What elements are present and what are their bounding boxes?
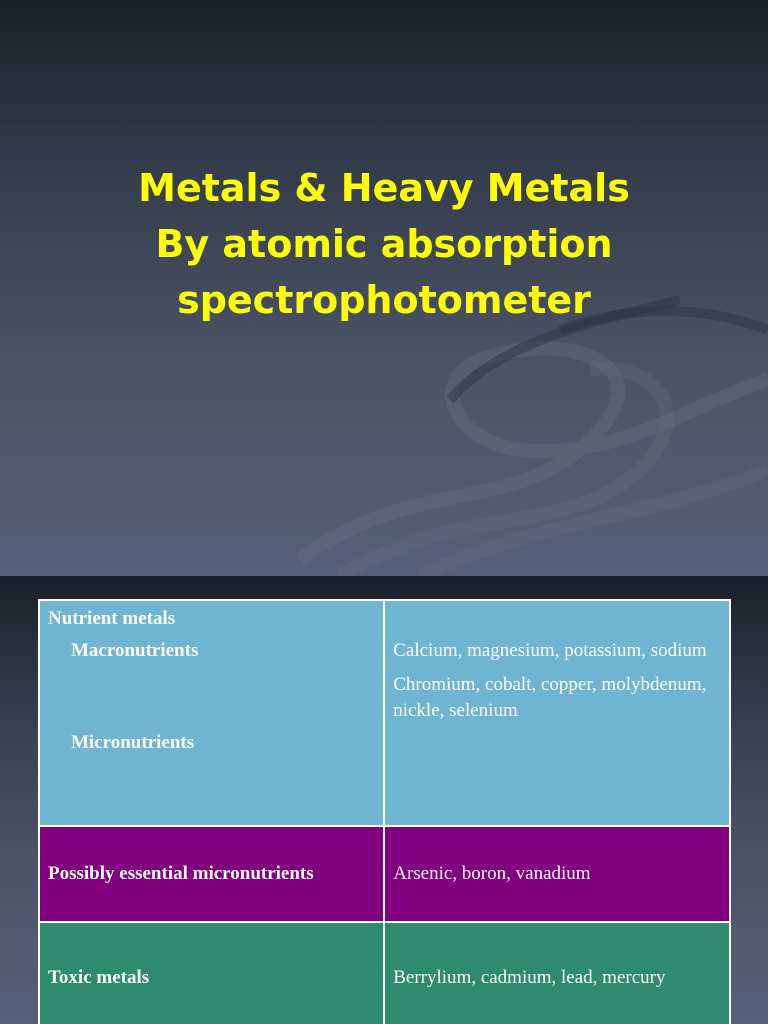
table-row-toxic-metals [39, 922, 730, 1024]
category-cell [39, 922, 384, 1024]
slide-title [0, 160, 768, 328]
metals-table [38, 599, 731, 1024]
title-line-1: Metals & Heavy Metals [138, 166, 630, 210]
examples-cell [384, 600, 730, 826]
subgroup-label-macronutrients: Macronutrients [71, 640, 199, 661]
examples-text: Arsenic, boron, vanadium [393, 863, 591, 884]
category-cell [39, 600, 384, 826]
category-label: Toxic metals [48, 967, 150, 988]
macronutrients-examples: Calcium, magnesium, potassium, sodium [393, 640, 707, 661]
examples-text: Berrylium, cadmium, lead, mercury [393, 967, 666, 988]
micronutrients-examples: Chromium, cobalt, copper, molybdenum, nickle, selenium [393, 674, 707, 721]
title-line-2: By atomic absorption [155, 222, 613, 266]
subgroup-label-micronutrients: Micronutrients [71, 732, 195, 753]
category-cell [39, 826, 384, 922]
examples-cell [384, 826, 730, 922]
category-label: Possibly essential micronutrients [48, 863, 314, 884]
title-line-3: spectrophotometer [177, 278, 591, 322]
table-row-possibly-essential [39, 826, 730, 922]
examples-cell [384, 922, 730, 1024]
category-label: Nutrient metals [48, 608, 176, 629]
table-row-nutrient-metals [39, 600, 730, 826]
table-slide [0, 576, 768, 1024]
